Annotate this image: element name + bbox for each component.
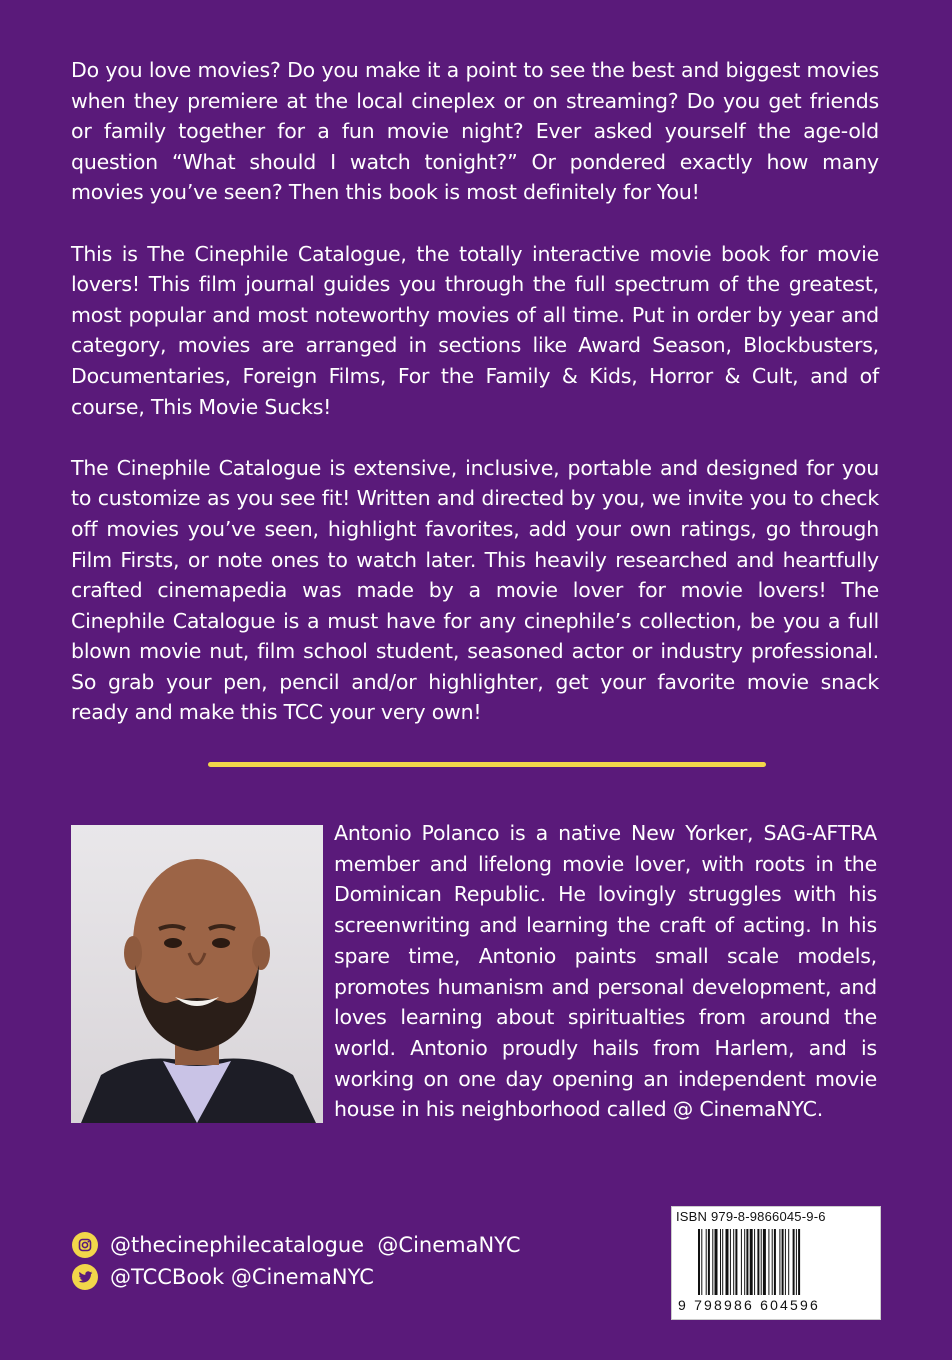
section-divider xyxy=(208,762,766,767)
blurb-paragraph-2: This is The Cinephile Catalogue, the totally interactive movie book for movie lovers! This film journal guides you through the full spectrum of the greatest, most popular and most noteworthy movies of all time. Put in order by year and category, movies are arranged in sections like Award Season, Blockbusters, Documentaries, Foreign Films, For the Family & Kids, Horror & Cult, and of course, This Movie Sucks! xyxy=(71,241,879,419)
social-twitter-row xyxy=(72,1264,374,1290)
instagram-icon xyxy=(72,1232,98,1258)
author-bio: Antonio Polanco is a native New Yorker, SAG-AFTRA member and lifelong movie lover, with roots in the Dominican Republic. He lovingly struggles with his screenwriting and learning the craft of acting. In his spare time, Antonio paints small scale models, promotes humanism and personal development, and loves learning about spiritualties from around the world. Antonio proudly hails from Harlem, and is working on one day opening an independent movie house in his neighborhood called @ CinemaNYC. xyxy=(334,821,877,1122)
barcode-number: 9 798986 604596 xyxy=(678,1297,820,1313)
isbn-barcode xyxy=(671,1206,881,1320)
isbn-label: ISBN 979-8-9866045-9-6 xyxy=(676,1209,826,1224)
instagram-handles: @thecinephilecatalogue @CinemaNYC xyxy=(110,1233,521,1257)
barcode-bars xyxy=(698,1229,868,1295)
book-blurb xyxy=(71,55,879,759)
twitter-icon xyxy=(72,1264,98,1290)
social-instagram-row xyxy=(72,1232,521,1258)
twitter-handles: @TCCBook @CinemaNYC xyxy=(110,1265,374,1289)
blurb-paragraph-3: The Cinephile Catalogue is extensive, inclusive, portable and designed for you to customize as you see fit! Written and directed by you, we invite you to check off movies you’ve seen, highlight favorites, add your own ratings, go through Film Firsts, or note ones to watch later. This heavily researched and heartfully crafted cinemapedia was made by a movie lover for movie lovers! The Cinephile Catalogue is a must have for any cinephile’s collection, be you a full blown movie nut, film school student, seasoned actor or industry professional. So grab your pen, pencil and/or highlighter, get your favorite movie snack ready and make this TCC your very own! xyxy=(71,455,879,725)
author-photo xyxy=(71,825,323,1123)
blurb-paragraph-1: Do you love movies? Do you make it a point to see the best and biggest movies when they premiere at the local cineplex or on streaming? Do you get friends or family together for a fun movie night? Ever asked yourself the age-old question “What should I watch tonight?” Or pondered exactly how many movies you’ve seen? Then this book is most definitely for You! xyxy=(71,58,879,205)
